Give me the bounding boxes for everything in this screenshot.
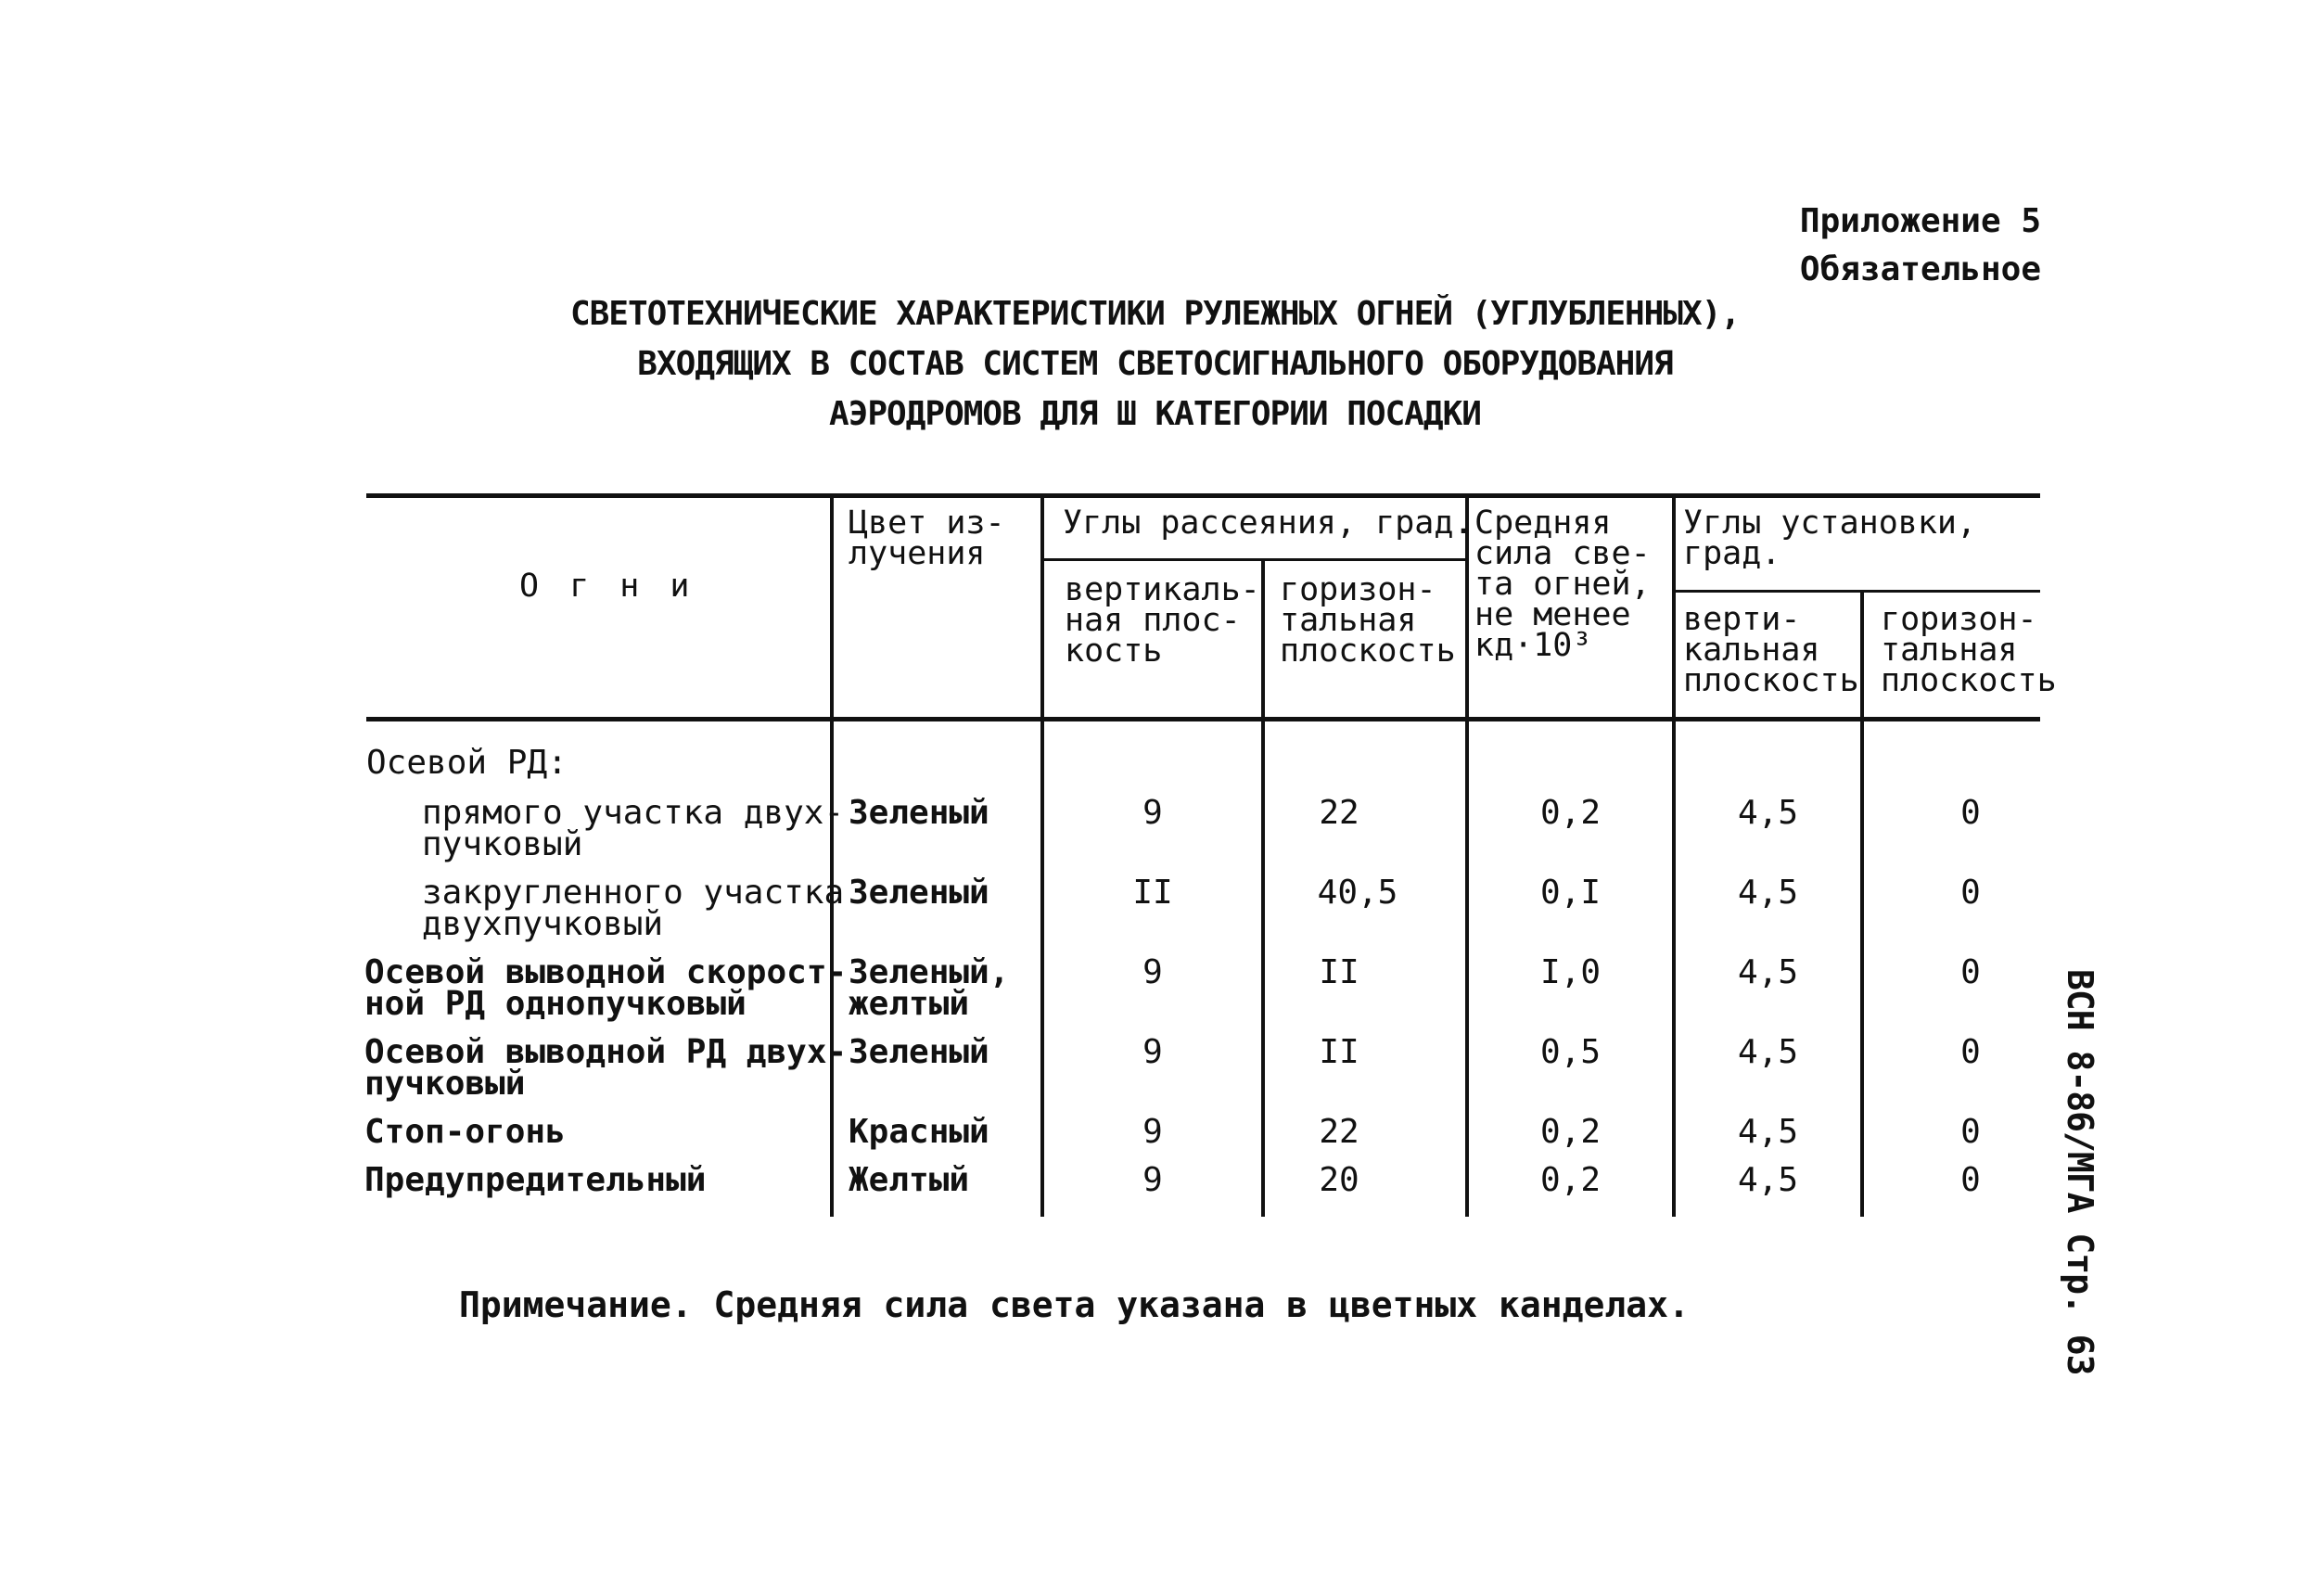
appendix-status: Обязательное	[1799, 250, 2041, 288]
header-bottom-rule	[366, 717, 2040, 721]
row-name: закругленного участка двухпучковый	[422, 874, 845, 943]
row-color: Зеленый	[849, 794, 989, 832]
row-color: Зеленый	[849, 1033, 989, 1071]
mounting-subheader-rule	[1675, 590, 2040, 593]
title-line-3: АЭРОДРОМОВ ДЛЯ Ш КАТЕГОРИИ ПОСАДКИ	[829, 395, 1481, 433]
row-name: Стоп-огонь	[364, 1113, 566, 1151]
row-scatter-vertical: II	[1132, 874, 1173, 912]
row-scatter-vertical: 9	[1142, 953, 1163, 991]
row-intensity: 0,2	[1539, 1113, 1602, 1151]
row-name: Осевой выводной РД двух- пучковый	[364, 1033, 848, 1103]
column-divider	[1040, 493, 1044, 1217]
header-scatter-vertical: вертикаль- ная плос- кость	[1065, 571, 1260, 670]
row-mount-vertical: 4,5	[1737, 794, 1799, 832]
title-line-1: СВЕТОТЕХНИЧЕСКИЕ ХАРАКТЕРИСТИКИ РУЛЕЖНЫХ ОГНЕЙ (УГЛУБЛЕННЫХ),	[569, 295, 1741, 333]
row-scatter-vertical: 9	[1142, 794, 1163, 832]
row-mount-vertical: 4,5	[1737, 1113, 1799, 1151]
row-scatter-horizontal: 40,5	[1317, 874, 1398, 912]
row-name: прямого участка двух- пучковый	[422, 794, 845, 863]
row-scatter-horizontal: 22	[1319, 1113, 1359, 1151]
row-mount-vertical: 4,5	[1737, 1161, 1799, 1199]
row-mount-horizontal: 0	[1960, 874, 1981, 912]
row-intensity: I,0	[1539, 953, 1602, 991]
group-label: Осевой РД:	[366, 744, 568, 782]
row-scatter-horizontal: 20	[1319, 1161, 1359, 1199]
title-line-2: ВХОДЯЩИХ В СОСТАВ СИСТЕМ СВЕТОСИГНАЛЬНОГО ОБОРУДОВАНИЯ	[637, 345, 1673, 383]
row-mount-vertical: 4,5	[1737, 1033, 1799, 1071]
row-mount-vertical: 4,5	[1737, 953, 1799, 991]
column-divider	[1465, 493, 1469, 1217]
row-scatter-horizontal: II	[1319, 953, 1359, 991]
column-divider	[1672, 493, 1676, 1217]
header-mounting-vertical: верти- кальная плоскость	[1683, 601, 1859, 699]
document-page-label: ВСН 8-86/МГА Стр. 63	[2060, 969, 2100, 1375]
row-intensity: 0,I	[1539, 874, 1602, 912]
row-name: Осевой выводной скорост- ной РД однопучковый	[364, 953, 848, 1023]
row-intensity: 0,5	[1539, 1033, 1602, 1071]
row-scatter-vertical: 9	[1142, 1161, 1163, 1199]
appendix-number: Приложение 5	[1799, 202, 2041, 240]
row-color: Желтый	[849, 1161, 970, 1199]
row-scatter-vertical: 9	[1142, 1033, 1163, 1071]
row-intensity: 0,2	[1539, 794, 1602, 832]
header-intensity: Средняя сила све- та огней, не менее кд·10³	[1474, 504, 1651, 664]
row-color: Зеленый	[849, 874, 989, 912]
table-top-rule	[366, 493, 2040, 498]
row-name: Предупредительный	[364, 1161, 707, 1199]
header-mounting-horizontal: горизон- тальная плоскость	[1881, 601, 2057, 699]
row-mount-horizontal: 0	[1960, 1113, 1981, 1151]
header-mounting-angles: Углы установки, град.	[1683, 504, 1977, 572]
row-mount-horizontal: 0	[1960, 1033, 1981, 1071]
header-color: Цвет из- лучения	[849, 504, 1005, 572]
table-note: Примечание. Средняя сила света указана в цветных канделах.	[459, 1284, 1690, 1325]
header-scatter-angles: Углы рассеяния, град.	[1063, 504, 1474, 542]
row-color: Зеленый, желтый	[849, 953, 1010, 1023]
row-scatter-vertical: 9	[1142, 1113, 1163, 1151]
row-mount-horizontal: 0	[1960, 953, 1981, 991]
row-scatter-horizontal: II	[1319, 1033, 1359, 1071]
row-scatter-horizontal: 22	[1319, 794, 1359, 832]
header-lights: О г н и	[519, 568, 696, 605]
row-mount-horizontal: 0	[1960, 794, 1981, 832]
row-intensity: 0,2	[1539, 1161, 1602, 1199]
row-mount-vertical: 4,5	[1737, 874, 1799, 912]
row-mount-horizontal: 0	[1960, 1161, 1981, 1199]
header-scatter-horizontal: горизон- тальная плоскость	[1280, 571, 1456, 670]
scatter-subheader-rule	[1042, 558, 1465, 561]
row-color: Красный	[849, 1113, 989, 1151]
